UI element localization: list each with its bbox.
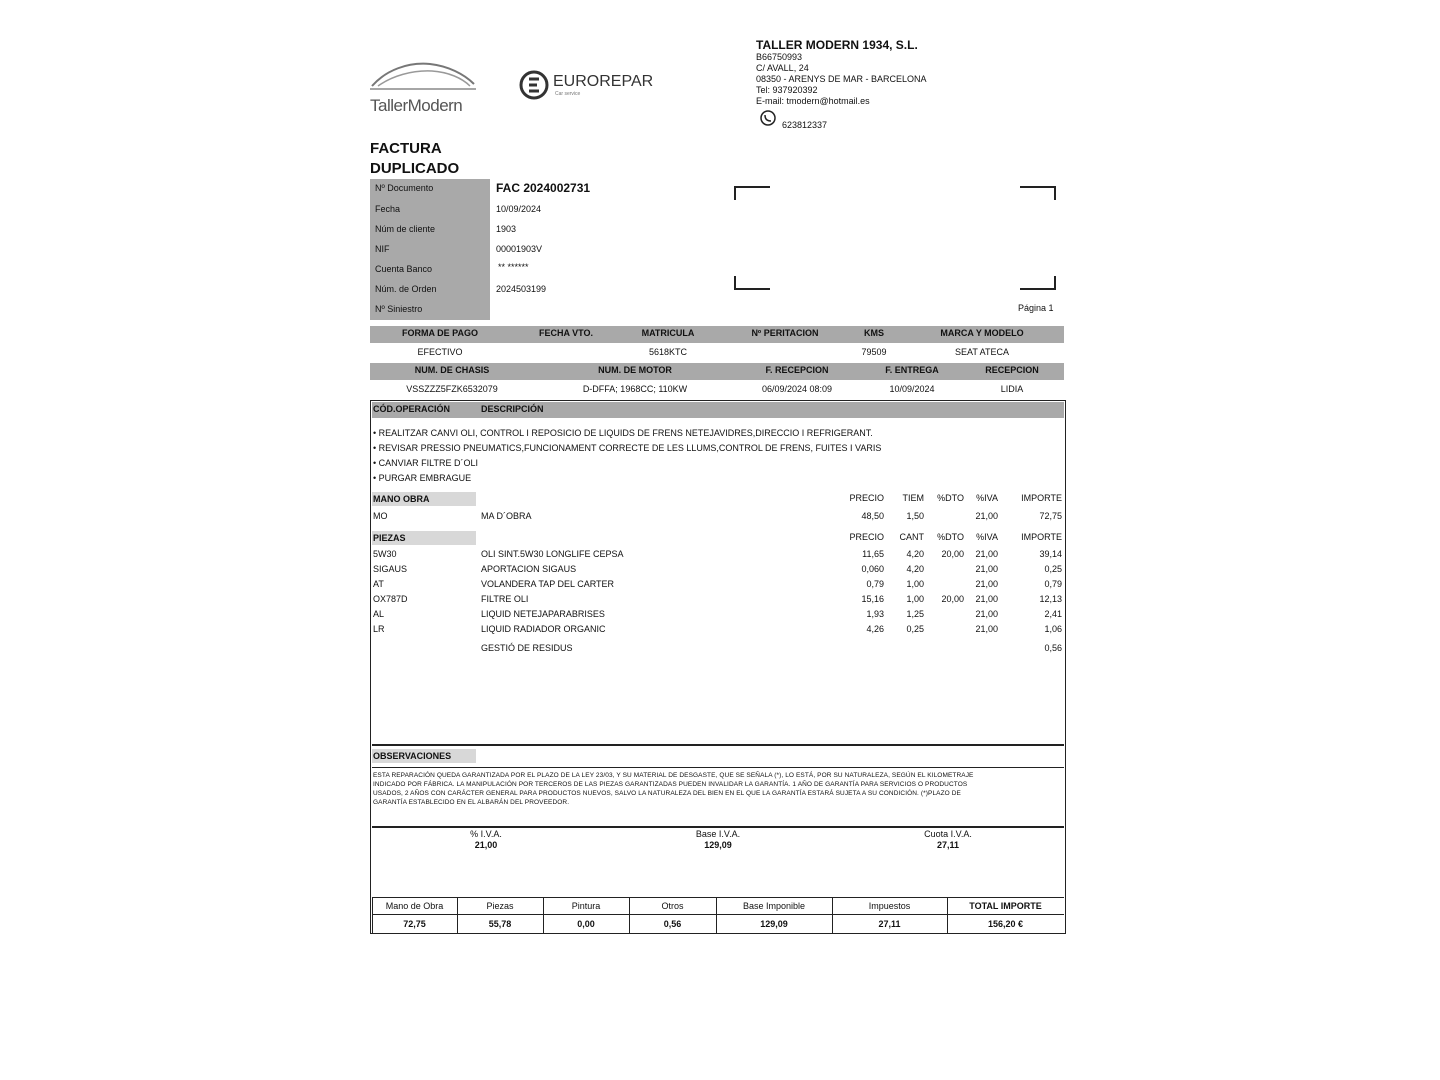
engine-number: D-DFFA; 1968CC; 110KW bbox=[582, 384, 688, 394]
parts-total: 55,78 bbox=[488, 919, 512, 929]
totals-table bbox=[372, 897, 1064, 933]
labor-title: MANO OBRA bbox=[373, 494, 430, 504]
observations-line: GARANTÍA ESTABLECIDO EN EL ALBARÁN DEL PROVEEDOR. bbox=[373, 799, 570, 806]
labor-time-header: TIEM bbox=[902, 493, 924, 503]
part-vat: 21,00 bbox=[975, 564, 998, 574]
part-price: 15,16 bbox=[861, 594, 884, 604]
part-qty: 1,25 bbox=[906, 609, 924, 619]
doc-field-row bbox=[370, 279, 610, 299]
parts-qty-header: CANT bbox=[899, 532, 924, 542]
company-email: E-mail: tmodern@hotmail.es bbox=[756, 96, 870, 106]
taxes-label: Impuestos bbox=[868, 901, 911, 911]
waste-desc: GESTIÓ DE RESIDUS bbox=[481, 643, 573, 653]
labor-total: 72,75 bbox=[403, 919, 426, 929]
total-amount: 156,20 € bbox=[987, 919, 1024, 929]
part-price: 1,93 bbox=[866, 609, 884, 619]
labor-discount-header: %DTO bbox=[937, 493, 964, 503]
eurorepar-logo bbox=[519, 70, 659, 102]
part-desc: APORTACION SIGAUS bbox=[481, 564, 577, 574]
vat-divider bbox=[372, 826, 1064, 828]
doc-field-row bbox=[370, 259, 610, 279]
parts-title: PIEZAS bbox=[373, 533, 406, 543]
part-code: SIGAUS bbox=[373, 564, 408, 574]
part-vat: 21,00 bbox=[975, 579, 998, 589]
address-window bbox=[734, 186, 1056, 290]
taxes: 27,11 bbox=[878, 919, 901, 929]
part-qty: 1,00 bbox=[906, 579, 924, 589]
waste-amount: 0,56 bbox=[1044, 643, 1062, 653]
plate: 5618KTC bbox=[648, 347, 688, 357]
doc-client-number: 1903 bbox=[496, 224, 517, 234]
observations-divider bbox=[372, 744, 1064, 746]
brand-name: EUROREPAR bbox=[553, 73, 654, 90]
parts-discount-header: %DTO bbox=[937, 532, 964, 542]
delivery-date-header: F. ENTREGA bbox=[885, 365, 939, 375]
labor-price-header: PRECIO bbox=[849, 493, 884, 503]
taxable-base-label: Base Imponible bbox=[742, 901, 806, 911]
document-title: FACTURA bbox=[370, 140, 442, 157]
part-amount: 2,41 bbox=[1044, 609, 1062, 619]
vat-amount: 27,11 bbox=[936, 840, 960, 850]
company-street: C/ AVALL, 24 bbox=[756, 63, 809, 73]
kms: 79509 bbox=[861, 347, 887, 357]
observations-line: INDICADO POR FÁBRICA. LA MANIPULACIÓN POR TERCEROS DE LAS PIEZAS GARANTIZADAS PUEDEN INVALIDAR LA GARANTÍA. 1 AÑO DE GARANTÍA PARA SERVICIOS O PRODUCTOS bbox=[373, 781, 968, 788]
part-code: LR bbox=[373, 624, 385, 634]
company-nif: B66750993 bbox=[756, 52, 803, 62]
labor-price: 48,50 bbox=[861, 511, 884, 521]
part-vat: 21,00 bbox=[975, 549, 998, 559]
part-amount: 39,14 bbox=[1039, 549, 1062, 559]
doc-field-row bbox=[370, 239, 610, 259]
vat-base: 129,09 bbox=[704, 840, 732, 850]
operation-line: • REALITZAR CANVI OLI, CONTROL I REPOSICIO DE LIQUIDS DE FRENS NETEJAVIDRES,DIRECCIO I REFRIGERANT. bbox=[373, 428, 873, 438]
labor-vat: 21,00 bbox=[975, 511, 998, 521]
engine-header: NUM. DE MOTOR bbox=[598, 365, 672, 375]
company-phone: Tel: 937920392 bbox=[756, 85, 818, 95]
part-vat: 21,00 bbox=[975, 609, 998, 619]
doc-field-row bbox=[370, 299, 610, 319]
parts-amount-header: IMPORTE bbox=[1021, 532, 1062, 542]
eurorepar-icon bbox=[519, 70, 549, 100]
part-desc: LIQUID NETEJAPARABRISES bbox=[481, 609, 605, 619]
company-whatsapp: 623812337 bbox=[782, 120, 828, 130]
part-amount: 12,13 bbox=[1039, 594, 1062, 604]
parts-price-header: PRECIO bbox=[849, 532, 884, 542]
part-desc: LIQUID RADIADOR ORGANIC bbox=[481, 624, 606, 634]
vat-amount-label: Cuota I.V.A. bbox=[924, 829, 972, 839]
plate-header: MATRICULA bbox=[641, 328, 695, 338]
due-date-header: FECHA VTO. bbox=[538, 328, 593, 338]
part-qty: 4,20 bbox=[906, 564, 924, 574]
page-number: Página 1 bbox=[1018, 303, 1054, 313]
company-name: TALLER MODERN 1934, S.L. bbox=[756, 38, 918, 52]
operation-code-header: CÓD.OPERACIÓN bbox=[373, 404, 451, 414]
part-discount: 20,00 bbox=[941, 594, 964, 604]
paint-total: 0,00 bbox=[577, 919, 595, 929]
kms-header: KMS bbox=[864, 328, 884, 338]
doc-nif: 00001903V bbox=[496, 244, 543, 254]
part-amount: 0,25 bbox=[1044, 564, 1062, 574]
doc-field-label: Núm de cliente bbox=[375, 224, 436, 234]
reception-date-header: F. RECEPCION bbox=[765, 365, 829, 375]
description-header: DESCRIPCIÓN bbox=[481, 404, 544, 414]
reception-date: 06/09/2024 08:09 bbox=[761, 384, 833, 394]
part-desc: FILTRE OLI bbox=[481, 594, 529, 604]
brand-subtitle: Car service bbox=[555, 91, 581, 97]
observations-rule bbox=[372, 767, 1064, 768]
part-code: OX787D bbox=[373, 594, 408, 604]
company-info bbox=[756, 38, 976, 107]
part-price: 4,26 bbox=[866, 624, 884, 634]
doc-field-label: NIF bbox=[375, 244, 390, 254]
doc-field-label: Nº Documento bbox=[375, 183, 434, 193]
vat-base-label: Base I.V.A. bbox=[695, 829, 741, 839]
part-code: AT bbox=[373, 579, 384, 589]
parts-total-label: Piezas bbox=[486, 901, 514, 911]
doc-number: FAC 2024002731 bbox=[496, 181, 591, 195]
doc-bank-account: ** ****** bbox=[498, 262, 529, 272]
vat-percent-label: % I.V.A. bbox=[470, 829, 502, 839]
company-city: 08350 - ARENYS DE MAR - BARCELONA bbox=[756, 74, 927, 84]
operation-line: • REVISAR PRESSIO PNEUMATICS,FUNCIONAMENT CORRECTE DE LES LLUMS,CONTROL DE FRENS, FUITES I VARIS bbox=[373, 443, 882, 453]
make-model: SEAT ATECA bbox=[954, 347, 1010, 357]
company-logo-text: TallerModern bbox=[370, 96, 463, 115]
chassis-header: NUM. DE CHASIS bbox=[414, 365, 490, 375]
observations-line: USADOS, 2 AÑOS CON CARÁCTER GENERAL PARA PRODUCTOS NUEVOS, SALVO LA NATURALEZA DEL BIEN EN EL QUE LA GARANTÍA ESTARÁ SUJETA A SU CONDICIÓN. (*)PLAZO DE bbox=[373, 790, 961, 797]
doc-field-row bbox=[370, 219, 610, 239]
part-desc: OLI SINT.5W30 LONGLIFE CEPSA bbox=[481, 549, 624, 559]
labor-time: 1,50 bbox=[906, 511, 924, 521]
other-total-label: Otros bbox=[661, 901, 684, 911]
payment-method: EFECTIVO bbox=[417, 347, 463, 357]
doc-field-row bbox=[370, 199, 610, 219]
vat-percent: 21,00 bbox=[474, 840, 498, 850]
part-code: AL bbox=[373, 609, 385, 619]
payment-method-header: FORMA DE PAGO bbox=[402, 328, 478, 338]
make-model-header: MARCA Y MODELO bbox=[940, 328, 1024, 338]
observations-title: OBSERVACIONES bbox=[373, 751, 452, 761]
observations-line: ESTA REPARACIÓN QUEDA GARANTIZADA POR EL PLAZO DE LA LEY 23/03, Y SU MATERIAL DE DESGASTE, QUE SE SEÑALA (*), LO ESTÁ, POR SU NATURALEZA, SEGÚN EL KILOMETRAJE bbox=[373, 772, 974, 779]
labor-desc: MA D´OBRA bbox=[481, 511, 532, 521]
taxable-base: 129,09 bbox=[760, 919, 788, 929]
other-total: 0,56 bbox=[663, 919, 682, 929]
part-amount: 0,79 bbox=[1044, 579, 1062, 589]
part-qty: 1,00 bbox=[906, 594, 924, 604]
operations-header bbox=[372, 402, 1064, 418]
doc-field-row bbox=[370, 179, 610, 199]
receptionist: LIDIA bbox=[1000, 384, 1024, 394]
part-amount: 1,06 bbox=[1044, 624, 1062, 634]
part-qty: 4,20 bbox=[906, 549, 924, 559]
delivery-date: 10/09/2024 bbox=[889, 384, 935, 394]
doc-field-label: Nº Siniestro bbox=[375, 304, 423, 314]
paint-total-label: Pintura bbox=[571, 901, 601, 911]
part-desc: VOLANDERA TAP DEL CARTER bbox=[481, 579, 615, 589]
labor-vat-header: %IVA bbox=[976, 493, 998, 503]
receptionist-header: RECEPCION bbox=[985, 365, 1039, 375]
parts-vat-header: %IVA bbox=[976, 532, 998, 542]
part-price: 11,65 bbox=[862, 549, 884, 559]
chassis-number: VSSZZZ5FZK6532079 bbox=[406, 384, 498, 394]
operation-line: • CANVIAR FILTRE D´OLI bbox=[373, 458, 478, 468]
doc-date: 10/09/2024 bbox=[496, 204, 542, 214]
invoice-body-box bbox=[370, 400, 1066, 934]
part-qty: 0,25 bbox=[906, 624, 924, 634]
doc-field-label: Cuenta Banco bbox=[375, 264, 433, 274]
part-discount: 20,00 bbox=[941, 549, 964, 559]
car-silhouette-icon bbox=[368, 56, 478, 94]
part-vat: 21,00 bbox=[975, 624, 998, 634]
part-vat: 21,00 bbox=[975, 594, 998, 604]
whatsapp-icon bbox=[760, 110, 776, 126]
labor-code: MO bbox=[373, 511, 388, 521]
part-price: 0,79 bbox=[866, 579, 884, 589]
labor-total-label: Mano de Obra bbox=[385, 901, 444, 911]
labor-amount: 72,75 bbox=[1039, 511, 1062, 521]
document-subtitle: DUPLICADO bbox=[370, 160, 460, 177]
tallermodern-logo bbox=[368, 56, 480, 120]
part-code: 5W30 bbox=[373, 549, 397, 559]
doc-field-label: Núm. de Orden bbox=[375, 284, 437, 294]
appraisal-number-header: Nº PERITACION bbox=[751, 328, 819, 338]
doc-order-number: 2024503199 bbox=[496, 284, 547, 294]
part-price: 0,060 bbox=[861, 564, 884, 574]
total-amount-label: TOTAL IMPORTE bbox=[969, 901, 1042, 911]
operation-line: • PURGAR EMBRAGUE bbox=[373, 473, 472, 483]
labor-amount-header: IMPORTE bbox=[1021, 493, 1062, 503]
doc-field-label: Fecha bbox=[375, 204, 401, 214]
